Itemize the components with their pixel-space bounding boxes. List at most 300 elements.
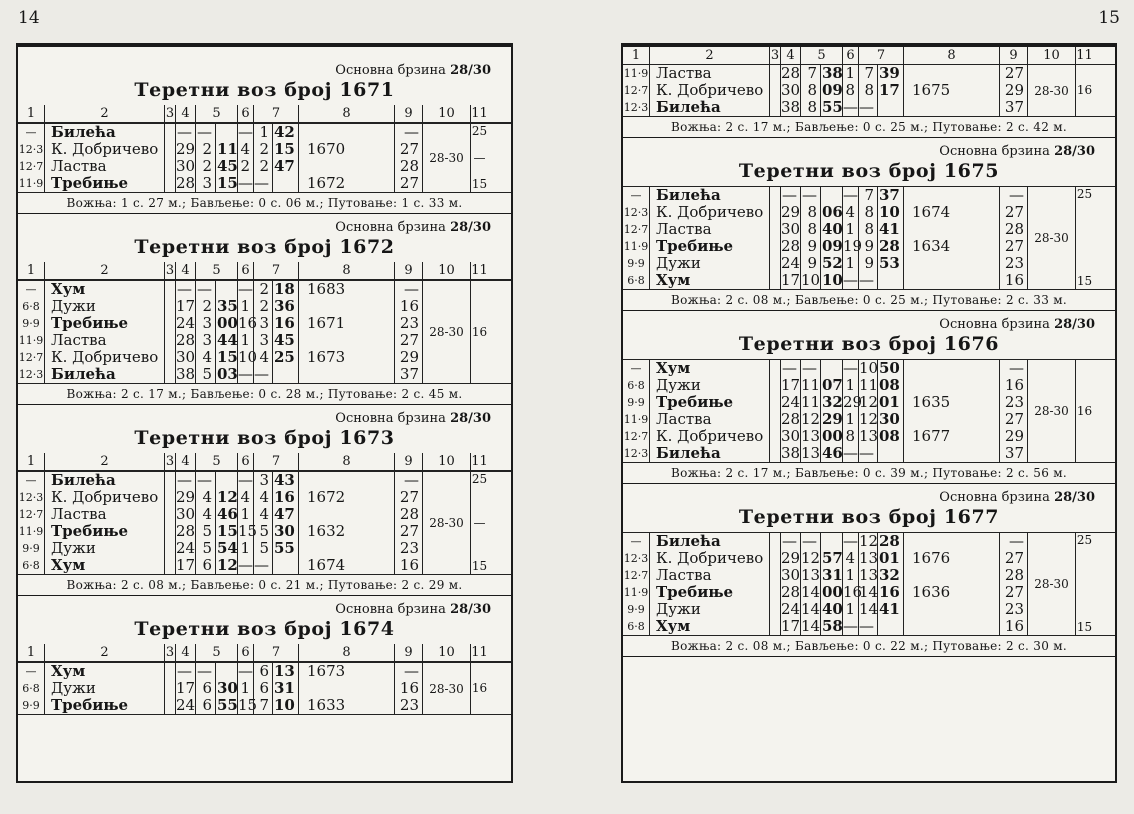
arrival-hour-value: 8 <box>807 220 817 238</box>
station-cell <box>649 65 769 116</box>
distance-cell <box>175 281 195 383</box>
speed-value: 28/30 <box>450 63 491 78</box>
departure-hour-value: 14 <box>859 600 879 618</box>
load-cell <box>999 187 1027 289</box>
grade-cell <box>1075 65 1093 116</box>
timetable-section <box>623 47 1115 138</box>
page-left <box>16 43 513 783</box>
distance-cell <box>780 360 800 462</box>
load-value: 28 <box>1004 566 1024 584</box>
load-value: 27 <box>1004 64 1024 82</box>
distance-value: 30 <box>781 220 801 238</box>
km-value: 6·8 <box>22 559 40 572</box>
page-right <box>621 43 1117 783</box>
load-value: 29 <box>399 348 419 366</box>
blank-cell <box>164 472 175 574</box>
distance-value: 30 <box>781 566 801 584</box>
distance-value: 29 <box>781 203 801 221</box>
arrival-minute-value: 29 <box>822 410 843 428</box>
distance-value: — <box>177 123 192 141</box>
distance-cell <box>780 187 800 289</box>
departure-hour-value: 2 <box>259 157 269 175</box>
arrival-hour-value: 7 <box>807 64 817 82</box>
load-value: 23 <box>399 696 419 714</box>
distance-value: 28 <box>781 583 801 601</box>
connection-value: 1673 <box>307 348 346 366</box>
km-value: 12·3 <box>18 368 44 381</box>
column-number: 5 <box>800 47 842 64</box>
arrival-hour-value: 4 <box>202 488 212 506</box>
distance-cell <box>175 663 195 714</box>
arrival-minute-value <box>217 281 237 298</box>
distance-value: 30 <box>781 427 801 445</box>
connection-value <box>307 124 394 141</box>
speed-line <box>18 220 511 236</box>
speed-range-cell <box>422 124 470 192</box>
arrival-hour-value: 11 <box>801 376 821 394</box>
km-value: — <box>25 665 37 678</box>
distance-value: 29 <box>176 140 196 158</box>
connection-value: 1635 <box>912 393 951 411</box>
column-number: 7 <box>253 453 298 470</box>
column-number-header <box>18 262 511 280</box>
connection-value: 1673 <box>307 662 346 680</box>
arrival-minute-value: 00 <box>217 314 238 332</box>
load-cell <box>999 533 1027 635</box>
speed-value: 28/30 <box>450 411 491 426</box>
grade-value: 25 <box>1076 187 1093 201</box>
stop-cell <box>237 124 253 192</box>
arrival-minute-value <box>217 472 237 489</box>
departure-minute-value: 41 <box>879 220 900 238</box>
arrival-hour-cell <box>800 360 820 462</box>
arrival-hour-value: — <box>802 532 817 550</box>
arrival-minute-value: 46 <box>822 444 843 462</box>
station-cell <box>44 472 164 574</box>
departure-minute-value: 42 <box>274 123 295 141</box>
arrival-hour-value: 14 <box>801 600 821 618</box>
train-title: Теретни воз број 1672 <box>134 236 395 258</box>
departure-minute-value: 15 <box>274 140 295 158</box>
departure-minute-value <box>879 445 903 462</box>
departure-minute-cell <box>877 187 903 289</box>
station-value: К. Добричево <box>656 427 764 445</box>
arrival-hour-value: — <box>197 280 212 298</box>
departure-hour-cell <box>253 281 272 383</box>
connection-value <box>912 601 999 618</box>
arrival-hour-value: 5 <box>202 365 212 383</box>
departure-minute-cell <box>272 124 298 192</box>
station-value: Дужи <box>51 679 96 697</box>
departure-hour-value: 2 <box>259 297 269 315</box>
blank-cell <box>769 65 780 116</box>
connection-value <box>912 411 999 428</box>
departure-minute-value: 36 <box>274 297 295 315</box>
connection-value <box>307 472 394 489</box>
column-number: 6 <box>237 453 253 470</box>
departure-minute-value <box>879 618 903 635</box>
timetable-rows <box>623 186 1115 290</box>
stop-value: 1 <box>845 600 855 618</box>
departure-minute-value: 16 <box>274 314 295 332</box>
arrival-hour-value: 13 <box>801 444 821 462</box>
departure-minute-value: 18 <box>274 280 295 298</box>
station-value: Ластва <box>51 157 107 175</box>
departure-hour-value: 2 <box>259 280 269 298</box>
km-value: — <box>25 283 37 296</box>
connection-value: 1672 <box>307 174 346 192</box>
column-number: 5 <box>195 262 237 279</box>
connection-value <box>912 567 999 584</box>
stop-value: 29 <box>843 393 863 411</box>
distance-value: — <box>177 471 192 489</box>
arrival-minute-cell <box>215 281 237 383</box>
station-value: Билећа <box>51 471 116 489</box>
station-value: Билећа <box>51 123 116 141</box>
load-value: 27 <box>399 331 419 349</box>
speed-range-value: 28-30 <box>1034 231 1069 245</box>
column-number-header <box>623 47 1115 65</box>
stop-value: 4 <box>845 203 855 221</box>
column-number: 5 <box>195 105 237 122</box>
grade-value: 25 <box>471 472 488 486</box>
distance-value: — <box>782 186 797 204</box>
speed-label: Основна брзина <box>335 602 446 617</box>
load-value: 16 <box>399 297 419 315</box>
departure-minute-value: 16 <box>274 488 295 506</box>
speed-label: Основна брзина <box>939 144 1050 159</box>
speed-line <box>623 317 1115 333</box>
arrival-hour-value: 2 <box>202 297 212 315</box>
arrival-hour-cell <box>195 281 215 383</box>
arrival-minute-value: 12 <box>217 556 238 574</box>
connection-value <box>912 187 999 204</box>
station-cell <box>649 533 769 635</box>
station-value: Хум <box>51 556 86 574</box>
departure-minute-value: 32 <box>879 566 900 584</box>
load-value: 29 <box>1004 81 1024 99</box>
station-value: Требиње <box>656 237 734 255</box>
station-cell <box>649 187 769 289</box>
stop-value: 1 <box>240 297 250 315</box>
timetable-rows <box>18 662 511 715</box>
arrival-hour-value: 6 <box>202 696 212 714</box>
connection-value: 1632 <box>307 522 346 540</box>
station-value: К. Добричево <box>51 140 159 158</box>
arrival-hour-cell <box>800 533 820 635</box>
column-number: 4 <box>780 47 800 64</box>
speed-range-value: 28-30 <box>429 151 464 165</box>
departure-minute-cell <box>272 472 298 574</box>
stop-value: — <box>238 365 253 383</box>
connection-value <box>912 377 999 394</box>
station-cell <box>649 360 769 462</box>
arrival-hour-cell <box>800 65 820 116</box>
column-number: 2 <box>44 105 164 122</box>
arrival-hour-cell <box>195 663 215 714</box>
departure-minute-value: 25 <box>274 348 295 366</box>
departure-minute-value: 10 <box>879 203 900 221</box>
stop-value: — <box>238 123 253 141</box>
departure-minute-cell <box>272 663 298 714</box>
km-cell <box>623 65 649 116</box>
grade-value: 15 <box>1076 620 1093 634</box>
station-cell <box>44 663 164 714</box>
departure-hour-value: — <box>859 444 874 462</box>
connection-value <box>912 99 999 116</box>
departure-minute-value <box>274 175 298 192</box>
km-value: 12·7 <box>18 508 44 521</box>
connection-value <box>912 618 999 635</box>
stop-value: — <box>238 174 253 192</box>
load-value: — <box>404 123 419 141</box>
connection-cell <box>903 65 999 116</box>
km-value: 6·8 <box>627 379 645 392</box>
load-value: 23 <box>399 539 419 557</box>
departure-minute-value: 31 <box>274 679 295 697</box>
arrival-minute-cell <box>215 472 237 574</box>
arrival-hour-value: 13 <box>801 427 821 445</box>
grade-value: 15 <box>471 177 488 191</box>
blank-cell <box>769 533 780 635</box>
arrival-minute-value: 54 <box>217 539 238 557</box>
load-value: 27 <box>1004 203 1024 221</box>
km-cell <box>623 533 649 635</box>
distance-cell <box>175 124 195 192</box>
distance-value: — <box>177 280 192 298</box>
departure-hour-value: 7 <box>864 186 874 204</box>
stop-value: 4 <box>845 549 855 567</box>
travel-summary: Вожња: 2 с. 08 м.; Бављење: 0 с. 25 м.; Путовање: 2 с. 33 м. <box>670 293 1068 307</box>
arrival-minute-value: 55 <box>217 696 238 714</box>
grade-cell <box>470 663 488 714</box>
station-value: Дужи <box>656 376 701 394</box>
km-value: 11·9 <box>623 67 649 80</box>
stop-cell <box>842 359 863 462</box>
speed-range-value: 28-30 <box>1034 404 1069 418</box>
stop-value: 4 <box>240 488 250 506</box>
speed-value: 28/30 <box>1054 490 1095 505</box>
arrival-hour-value: 10 <box>801 271 821 289</box>
km-value: 12·3 <box>623 552 649 565</box>
stop-value: — <box>238 662 253 680</box>
arrival-hour-value: 8 <box>807 98 817 116</box>
arrival-hour-value: — <box>197 662 212 680</box>
departure-hour-value: 9 <box>864 254 874 272</box>
departure-hour-value: — <box>859 98 874 116</box>
km-value: — <box>25 126 37 139</box>
departure-minute-value: 28 <box>879 237 900 255</box>
arrival-minute-value: 38 <box>822 64 843 82</box>
arrival-hour-value: 6 <box>202 679 212 697</box>
station-value: К. Добричево <box>656 81 764 99</box>
load-value: 16 <box>399 556 419 574</box>
stop-value: — <box>843 444 858 462</box>
train-title: Теретни воз број 1671 <box>134 79 395 101</box>
stop-value: 8 <box>845 81 855 99</box>
column-number: 7 <box>253 262 298 279</box>
column-number: 8 <box>298 262 394 279</box>
connection-value <box>912 360 999 377</box>
km-value: 12·7 <box>18 160 44 173</box>
departure-hour-value: 11 <box>859 376 879 394</box>
distance-value: 28 <box>176 522 196 540</box>
departure-minute-value: 45 <box>274 331 295 349</box>
departure-hour-value: 1 <box>259 123 269 141</box>
stop-value: 1 <box>845 410 855 428</box>
speed-line <box>18 63 511 79</box>
column-number: 10 <box>422 644 470 661</box>
arrival-hour-value: 9 <box>807 237 817 255</box>
departure-hour-value: 7 <box>864 64 874 82</box>
arrival-minute-value: 03 <box>217 365 238 383</box>
departure-hour-value: — <box>859 617 874 635</box>
arrival-hour-value: — <box>197 471 212 489</box>
departure-minute-value <box>879 99 903 116</box>
travel-summary: Вожња: 2 с. 08 м.; Бављење: 0 с. 22 м.; Путовање: 2 с. 30 м. <box>670 639 1068 653</box>
km-cell <box>18 281 44 383</box>
station-value: Хум <box>51 662 86 680</box>
departure-minute-value: 17 <box>879 81 900 99</box>
distance-value: 30 <box>176 348 196 366</box>
train-title: Теретни воз број 1673 <box>134 427 395 449</box>
load-cell <box>394 124 422 192</box>
departure-hour-value: 2 <box>259 140 269 158</box>
column-number: 4 <box>175 262 195 279</box>
departure-hour-value: 12 <box>859 532 879 550</box>
timetable-section <box>18 602 511 715</box>
stop-cell <box>237 662 258 714</box>
grade-value: — <box>473 515 486 530</box>
departure-minute-value: 55 <box>274 539 295 557</box>
column-number: 10 <box>422 453 470 470</box>
speed-label: Основна брзина <box>335 63 446 78</box>
load-value: — <box>404 662 419 680</box>
km-value: 12·3 <box>18 143 44 156</box>
travel-summary: Вожња: 2 с. 17 м.; Бављење: 0 с. 25 м.; Путовање: 2 с. 42 м. <box>670 120 1068 134</box>
grade-cell <box>470 124 488 192</box>
column-number-header <box>18 105 511 123</box>
stop-cell <box>237 471 258 574</box>
station-value: К. Добричево <box>656 203 764 221</box>
column-number: 3 <box>165 106 175 121</box>
departure-hour-value: 3 <box>259 331 269 349</box>
blank-cell <box>164 124 175 192</box>
km-cell <box>18 124 44 192</box>
departure-hour-cell <box>858 533 877 635</box>
arrival-hour-value: — <box>802 186 817 204</box>
grade-value: 25 <box>1076 533 1093 547</box>
stop-cell <box>237 280 258 383</box>
arrival-minute-value: 52 <box>822 254 843 272</box>
column-number: 4 <box>175 453 195 470</box>
arrival-minute-value: 31 <box>822 566 843 584</box>
connection-value <box>307 506 394 523</box>
column-number: 1 <box>26 106 36 121</box>
blank-cell <box>769 187 780 289</box>
connection-cell <box>298 281 394 383</box>
timetable-section <box>623 144 1115 311</box>
station-cell <box>44 124 164 192</box>
arrival-minute-value: 15 <box>217 348 238 366</box>
km-value: — <box>630 535 642 548</box>
arrival-hour-value: 3 <box>202 174 212 192</box>
speed-range-value: 28-30 <box>429 325 464 339</box>
load-value: 28 <box>1004 220 1024 238</box>
arrival-hour-value: 14 <box>801 617 821 635</box>
load-value: 28 <box>399 157 419 175</box>
train-title: Теретни воз број 1676 <box>738 333 1000 355</box>
km-value: 11·9 <box>18 525 44 538</box>
blank-cell <box>164 281 175 383</box>
departure-hour-value: 10 <box>859 359 879 377</box>
timetable-rows <box>18 123 511 193</box>
distance-cell <box>780 65 800 116</box>
km-value: 12·7 <box>18 351 44 364</box>
arrival-minute-value: 11 <box>217 140 238 158</box>
departure-hour-value: 9 <box>864 237 874 255</box>
stop-cell <box>842 65 858 116</box>
load-value: 27 <box>399 522 419 540</box>
stop-value: 15 <box>238 696 258 714</box>
distance-value: 28 <box>176 174 196 192</box>
arrival-minute-value <box>217 663 237 680</box>
km-value: 6·8 <box>22 682 40 695</box>
departure-hour-cell <box>858 65 877 116</box>
distance-value: 17 <box>781 376 801 394</box>
distance-value: 24 <box>176 696 196 714</box>
timetable-section <box>18 220 511 405</box>
arrival-minute-value <box>822 360 842 377</box>
distance-value: — <box>177 662 192 680</box>
distance-value: 38 <box>176 365 196 383</box>
arrival-minute-value: 00 <box>822 427 843 445</box>
station-value: Ластва <box>51 331 107 349</box>
column-number: 11 <box>1076 48 1093 63</box>
arrival-hour-value: 5 <box>202 539 212 557</box>
column-number: 7 <box>253 644 298 661</box>
column-number: 9 <box>394 453 422 470</box>
connection-value: 1677 <box>912 427 951 445</box>
load-cell <box>999 65 1027 116</box>
connection-value <box>307 366 394 383</box>
load-value: — <box>404 280 419 298</box>
arrival-minute-value: 00 <box>822 583 843 601</box>
connection-value: 1670 <box>307 140 346 158</box>
connection-value <box>912 533 999 550</box>
load-value: 27 <box>399 488 419 506</box>
km-value: 9·9 <box>22 699 40 712</box>
departure-hour-value: 12 <box>859 393 879 411</box>
station-value: К. Добричево <box>51 488 159 506</box>
station-value: Требиње <box>51 696 129 714</box>
station-value: Хум <box>656 271 691 289</box>
arrival-minute-value: 15 <box>217 174 238 192</box>
load-value: 37 <box>399 365 419 383</box>
departure-minute-value: 47 <box>274 505 295 523</box>
load-value: 27 <box>1004 549 1024 567</box>
train-title: Теретни воз број 1675 <box>738 160 1000 182</box>
column-number: 5 <box>195 644 237 661</box>
speed-range-cell <box>422 663 470 714</box>
load-value: 37 <box>1004 444 1024 462</box>
speed-value: 28/30 <box>1054 317 1095 332</box>
km-value: — <box>25 474 37 487</box>
distance-value: 24 <box>781 600 801 618</box>
timetable-rows <box>623 65 1115 117</box>
load-cell <box>394 472 422 574</box>
arrival-hour-cell <box>195 124 215 192</box>
